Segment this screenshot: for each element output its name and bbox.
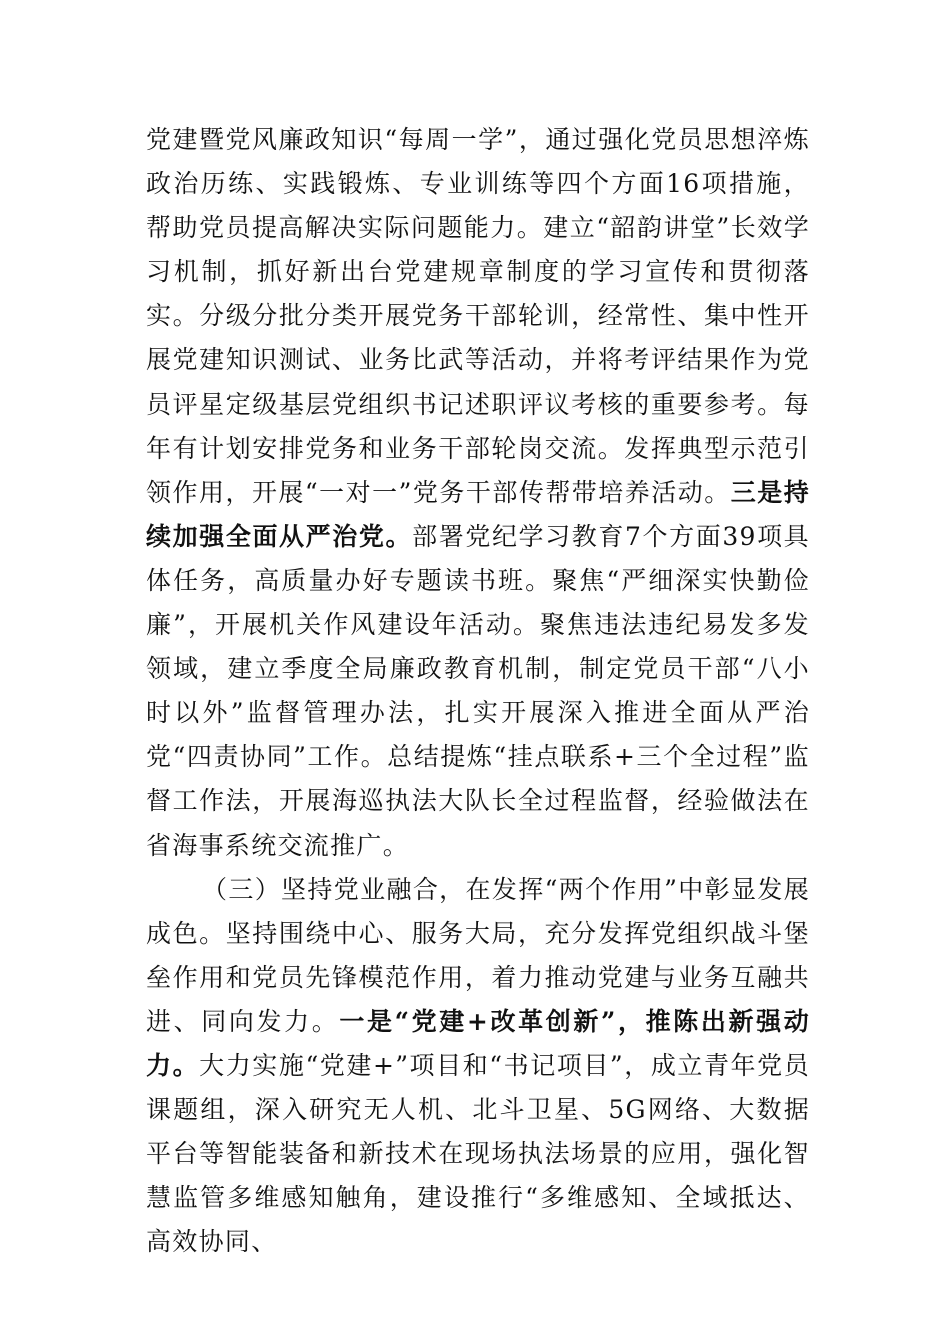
text-run: （三）坚持党业融合，在发挥“两个作用”中彰显发展成色。坚持围绕中心、服务大局，充分发挥党组织战斗堡垒作用和党员先锋模范作用，着力推动党建与业务互融共进、同向发力。 [146, 874, 810, 1036]
text-run: 部署党纪学习教育7个方面39项具体任务，高质量办好专题读书班。聚焦“严细深实快勤俭廉”，开展机关作风建设年活动。聚焦违法违纪易发多发领域，建立季度全局廉政教育机制，制定党员干部“八小时以外”监督管理办法，扎实开展深入推进全面从严治党“四责协同”工作。总结提炼“挂点联系+三个全过程”监督工作法，开展海巡执法大队长全过程监督，经验做法在省海事系统交流推广。 [146, 521, 810, 860]
bold-heading-run: 三是持续加强全面从严治党。 [146, 477, 810, 551]
paragraph [146, 868, 810, 1265]
bold-heading-run: 一是“党建+改革创新”，推陈出新强动力。 [146, 1006, 810, 1080]
text-run: 党建暨党风廉政知识“每周一学”，通过强化党员思想淬炼政治历练、实践锻炼、专业训练等四个方面16项措施，帮助党员提高解决实际问题能力。建立“韶韵讲堂”长效学习机制，抓好新出台党建规章制度的学习宣传和贯彻落实。分级分批分类开展党务干部轮训，经常性、集中性开展党建知识测试、业务比武等活动，并将考评结果作为党员评星定级基层党组织书记述职评议考核的重要参考。每年有计划安排党务和业务干部轮岗交流。发挥典型示范引领作用，开展“一对一”党务干部传帮带培养活动。 [146, 125, 810, 507]
paragraph [146, 118, 810, 868]
document-body [146, 118, 810, 1264]
text-run: 大力实施“党建+”项目和“书记项目”，成立青年党员课题组，深入研究无人机、北斗卫星、5G网络、大数据平台等智能装备和新技术在现场执法场景的应用，强化智慧监管多维感知触角，建设推行“多维感知、全域抵达、高效协同、 [146, 1050, 810, 1257]
